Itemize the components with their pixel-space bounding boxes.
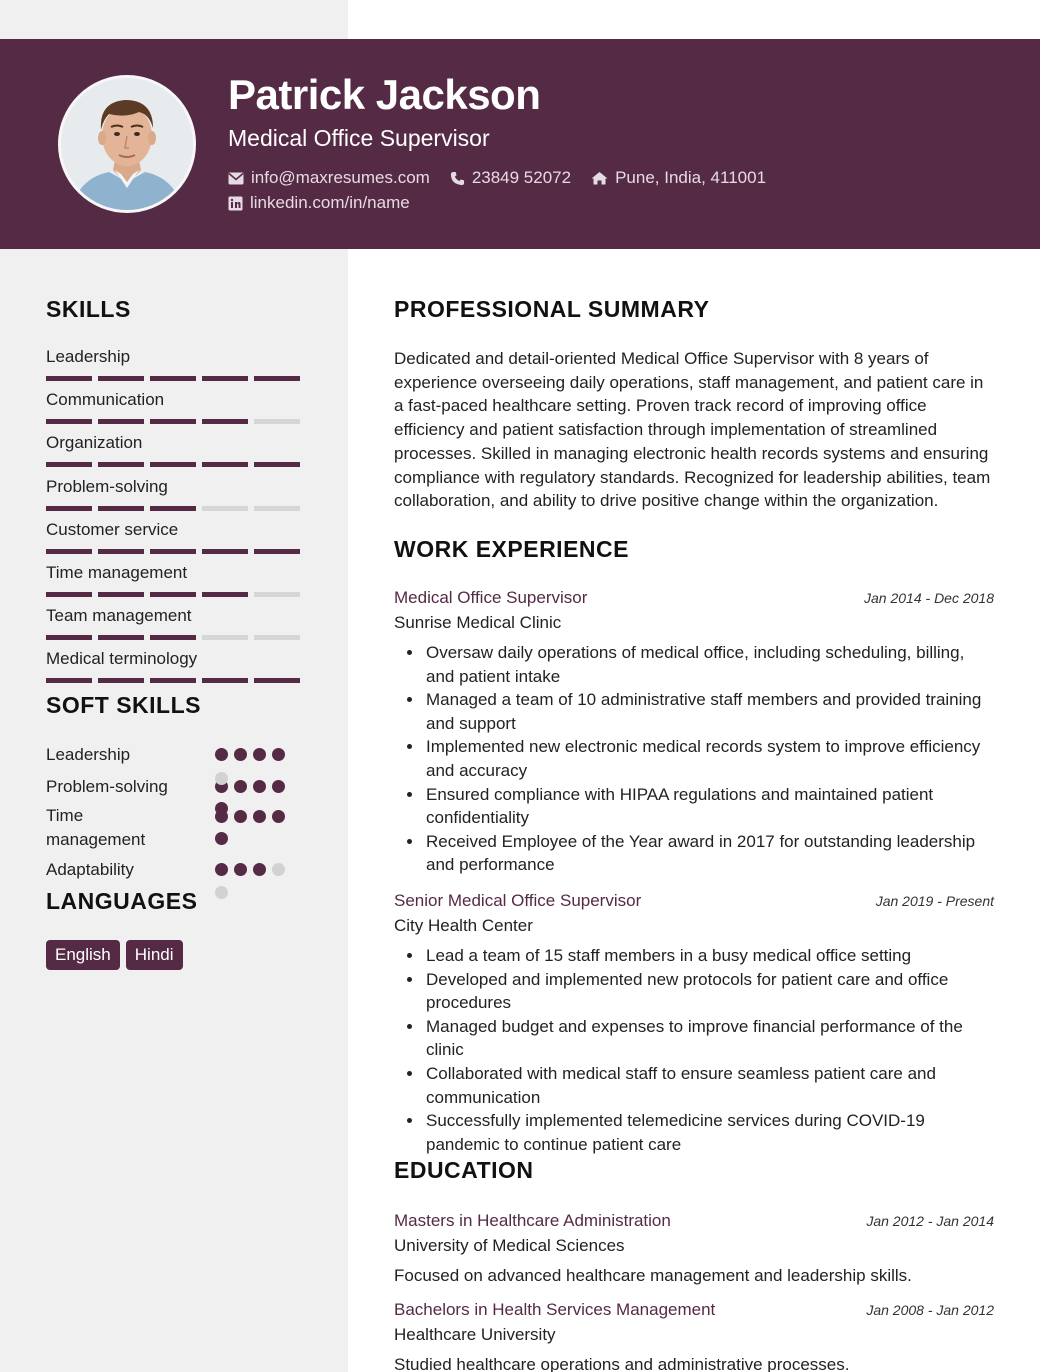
school-name: University of Medical Sciences (394, 1236, 625, 1255)
rating-dot (215, 748, 228, 761)
job-bullet: Collaborated with medical staff to ensure seamless patient care and communication (426, 1062, 986, 1109)
phone-text: 23849 52072 (471, 168, 572, 187)
soft-skill-rating (215, 748, 285, 761)
skills-heading: SKILLS (46, 296, 131, 322)
skill-level-segment (98, 592, 144, 597)
skill-level-segment (150, 506, 196, 511)
languages-list (46, 940, 183, 970)
phone-icon (450, 171, 465, 186)
rating-dot (234, 863, 247, 876)
skill-label: Customer service (46, 519, 179, 539)
summary-text: Dedicated and detail-oriented Medical Office Supervisor with 8 years of experience overseeing daily operations, staff management, and patient care in a fast-paced healthcare setting. Proven track record of improving office efficiency and patient satisfaction through implementation of streamlined processes. Skilled in managing electronic health records systems and ensuring compliance with regulatory standards. Recognized for leadership abilities, team collaboration, and ability to drive positive change within the organization. (394, 349, 991, 511)
degree-title: Masters in Healthcare Administration (394, 1211, 671, 1230)
skill-level-segment (254, 506, 300, 511)
job-title: Medical Office Supervisor (394, 588, 588, 607)
skill-level-segment (150, 419, 196, 424)
skill-level-segment (150, 592, 196, 597)
skill-level-bar (46, 592, 302, 597)
contact-linkedin[interactable] (228, 193, 410, 213)
avatar (58, 75, 196, 213)
education-date: Jan 2008 - Jan 2012 (866, 1302, 994, 1318)
job-bullet: Ensured compliance with HIPAA regulations and maintained patient confidentiality (426, 783, 986, 830)
language-badge: Hindi (126, 940, 183, 970)
skill-label: Time management (46, 563, 188, 582)
skill-level-segment (98, 506, 144, 511)
rating-dot (272, 748, 285, 761)
school-name: Healthcare University (394, 1325, 556, 1344)
linkedin-text: linkedin.com/in/name (250, 193, 410, 212)
skill-level-segment (46, 419, 92, 424)
education-entry (394, 1210, 994, 1288)
skill-level-bar (46, 506, 302, 511)
rating-dot (234, 810, 247, 823)
skill-level-segment (98, 678, 144, 683)
skill-label: Organization (46, 433, 143, 453)
skill-item (46, 476, 302, 511)
language-badge: English (46, 940, 120, 970)
job-bullets (394, 944, 994, 1156)
skill-level-segment (202, 506, 248, 511)
skill-level-segment (98, 376, 144, 381)
job-bullet: Implemented new electronic medical records system to improve efficiency and accuracy (426, 735, 986, 782)
skill-level-segment (98, 635, 144, 640)
skill-level-segment (98, 462, 144, 467)
skill-level-segment (150, 549, 196, 554)
skill-item (46, 346, 302, 381)
skill-label: Problem-solving (46, 476, 168, 496)
skill-label: Communication (46, 390, 165, 410)
skill-level-segment (254, 376, 300, 381)
skill-level-segment (150, 462, 196, 467)
resume-header (0, 39, 1040, 249)
skill-item (46, 389, 302, 424)
skill-level-segment (202, 592, 248, 597)
job-company: Sunrise Medical Clinic (394, 613, 562, 632)
rating-dot (272, 863, 285, 876)
rating-dot (253, 810, 266, 823)
job-title: Senior Medical Office Supervisor (394, 891, 642, 910)
rating-dot (215, 832, 228, 845)
education-description: Focused on advanced healthcare management and leadership skills. (394, 1266, 912, 1285)
candidate-name: Patrick Jackson (228, 71, 541, 118)
skill-level-segment (254, 462, 300, 467)
skill-level-segment (150, 376, 196, 381)
rating-dot (215, 886, 228, 899)
job-bullet: Lead a team of 15 staff members in a busy medical office setting (426, 944, 986, 968)
skill-level-bar (46, 419, 302, 424)
soft-skill-rating (215, 863, 285, 876)
job-date: Jan 2014 - Dec 2018 (864, 590, 994, 606)
contact-row (228, 168, 786, 188)
skill-level-segment (46, 506, 92, 511)
job-company: City Health Center (394, 916, 533, 935)
skill-level-segment (254, 635, 300, 640)
skill-level-segment (46, 462, 92, 467)
skill-level-bar (46, 376, 302, 381)
summary-heading: PROFESSIONAL SUMMARY (394, 296, 710, 322)
skill-level-segment (150, 678, 196, 683)
education-date: Jan 2012 - Jan 2014 (866, 1213, 994, 1229)
rating-dot (234, 780, 247, 793)
job-date: Jan 2019 - Present (875, 893, 994, 909)
candidate-title: Medical Office Supervisor (228, 125, 490, 151)
languages-heading: LANGUAGES (46, 888, 198, 914)
contact-location (591, 168, 766, 188)
job-bullet: Managed budget and expenses to improve financial performance of the clinic (426, 1015, 986, 1062)
email-text: info@maxresumes.com (251, 168, 430, 187)
skill-level-segment (46, 635, 92, 640)
soft-skill-label: Leadership (46, 745, 131, 764)
skill-level-bar (46, 549, 302, 554)
job-entry (394, 587, 994, 877)
location-text: Pune, India, 411001 (615, 168, 767, 187)
rating-dot (215, 802, 228, 815)
job-entry (394, 890, 994, 1156)
skill-item (46, 562, 302, 597)
degree-title: Bachelors in Health Services Management (394, 1300, 716, 1319)
skill-level-segment (202, 419, 248, 424)
skill-level-segment (46, 549, 92, 554)
skill-level-segment (98, 549, 144, 554)
job-bullet: Successfully implemented telemedicine services during COVID-19 pandemic to continue patient care (426, 1109, 986, 1156)
skill-level-segment (202, 678, 248, 683)
skill-item (46, 519, 302, 554)
skill-level-segment (254, 592, 300, 597)
skill-level-segment (46, 592, 92, 597)
rating-dot (215, 772, 228, 785)
job-bullet: Developed and implemented new protocols for patient care and office procedures (426, 968, 986, 1015)
skill-level-segment (202, 635, 248, 640)
soft-skill-label: Problem-solving (46, 777, 168, 796)
skill-level-segment (46, 376, 92, 381)
skill-level-segment (98, 419, 144, 424)
skill-level-segment (46, 678, 92, 683)
rating-dot (272, 810, 285, 823)
profile-photo (61, 78, 193, 210)
skill-level-bar (46, 635, 302, 640)
skill-level-segment (202, 376, 248, 381)
skill-level-segment (254, 419, 300, 424)
job-bullet: Received Employee of the Year award in 2017 for outstanding leadership and performance (426, 830, 986, 877)
rating-dot (253, 780, 266, 793)
rating-dot (253, 748, 266, 761)
skill-item (46, 605, 302, 640)
rating-dot (215, 863, 228, 876)
education-entry (394, 1299, 994, 1372)
skill-level-segment (254, 549, 300, 554)
skill-level-segment (202, 462, 248, 467)
skill-label: Leadership (46, 347, 131, 366)
skill-label: Team management (46, 606, 192, 626)
soft-skills-heading: SOFT SKILLS (46, 692, 201, 718)
skill-level-bar (46, 678, 302, 683)
skill-level-segment (254, 678, 300, 683)
skill-item (46, 432, 302, 467)
skill-level-bar (46, 462, 302, 467)
rating-dot (234, 748, 247, 761)
rating-dot (272, 780, 285, 793)
home-icon (591, 171, 608, 185)
experience-heading: WORK EXPERIENCE (394, 536, 629, 562)
skill-level-segment (202, 549, 248, 554)
soft-skill-label: Time management (46, 806, 146, 849)
rating-dot (253, 863, 266, 876)
contact-email[interactable] (228, 168, 430, 188)
job-bullets (394, 641, 994, 877)
job-bullet: Managed a team of 10 administrative staff members and provided training and support (426, 688, 986, 735)
skill-item (46, 648, 302, 683)
skill-label: Medical terminology (46, 649, 198, 669)
skill-level-segment (150, 635, 196, 640)
soft-skill-label: Adaptability (46, 860, 134, 879)
contact-phone[interactable] (450, 168, 571, 188)
job-bullet: Oversaw daily operations of medical office, including scheduling, billing, and patient intake (426, 641, 986, 688)
education-description: Studied healthcare operations and administrative processes. (394, 1355, 850, 1372)
education-heading: EDUCATION (394, 1157, 534, 1183)
envelope-icon (228, 172, 244, 185)
contact-row-linkedin (228, 193, 430, 213)
linkedin-icon (228, 196, 243, 211)
